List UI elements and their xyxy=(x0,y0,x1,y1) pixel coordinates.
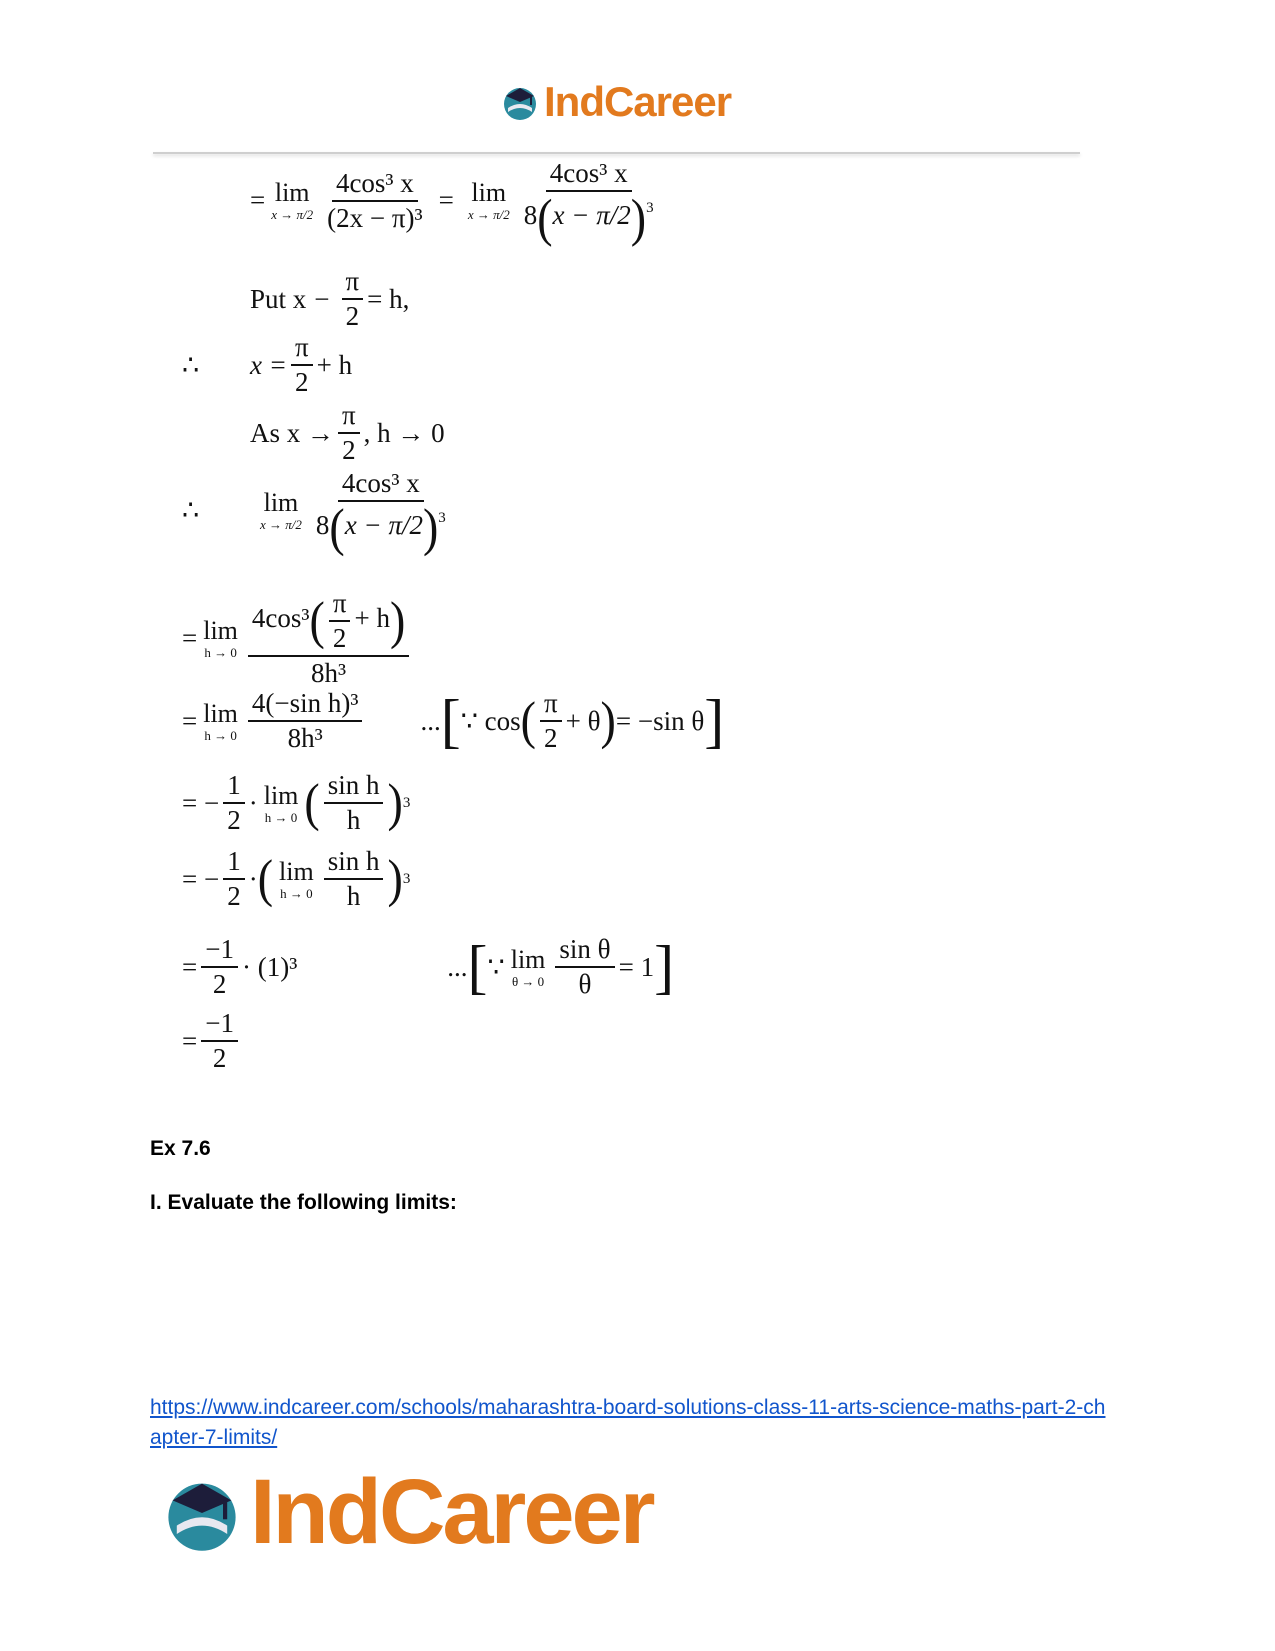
therefore-symbol: ∴ xyxy=(182,495,200,525)
math-line-10: = $\frac{-1}{2}$ · (1)³ ... [ ∵ lim θ → 0 $\frac{\text{sin θ}}{\theta}$ = 1 ] xyxy=(182,934,675,1000)
math-line-5 xyxy=(182,468,454,557)
graduation-globe-icon xyxy=(160,1471,244,1555)
limit-expression: lim h → 0 xyxy=(203,698,238,743)
fraction: $\frac{\text{4cos³ x}}{8(x - \pi/2)^3}$ xyxy=(315,468,446,557)
graduation-globe-icon xyxy=(500,82,540,122)
math-line-1 xyxy=(250,158,662,247)
fraction: $\frac{\text{4cos³ x}}{8(x - \pi/2)^3}$ xyxy=(523,158,654,247)
fraction: $\frac{\pi}{2}$ xyxy=(342,268,364,330)
fraction: $\frac{\text{sin h}}{h}$ xyxy=(324,848,384,910)
fraction: $\frac{\text{sin θ}}{\theta}$ xyxy=(555,936,614,998)
footer-logo-text: IndCareer xyxy=(250,1461,653,1563)
equals-sign: = xyxy=(250,185,266,215)
fraction: $\frac{\text{4(−sin h)³}}{\text{8h³}}$ xyxy=(248,690,363,752)
exercise-heading: Ex 7.6 xyxy=(150,1137,211,1160)
header-divider xyxy=(153,152,1080,154)
fraction: $\frac{1}{2}$ xyxy=(223,848,245,910)
math-line-7: = lim h → 0 $\frac{\text{4(−sin h)³}}{\text{8h³}}$ ... [ ∵ cos ( $\frac{\pi}{2}$ + θ ) = −sin θ ] xyxy=(182,688,725,754)
because-note: ∵ xyxy=(487,951,505,982)
fraction: $\frac{\pi}{2}$ xyxy=(338,402,360,464)
math-line-3: ∴ x = $\frac{\pi}{2}$ + h xyxy=(182,332,353,397)
header-logo-text: IndCareer xyxy=(544,78,732,125)
equals-sign: = xyxy=(438,185,454,215)
limit-expression: lim θ → 0 xyxy=(510,944,546,989)
fraction: $\frac{\text{sin h}}{h}$ xyxy=(324,772,384,834)
math-line-9: = − $\frac{1}{2}$ · ( lim h → 0 $\frac{\text{sin h}}{h}$ ) 3 xyxy=(182,846,411,911)
fraction: $\frac{-1}{2}$ xyxy=(201,936,238,998)
math-line-2: Put x − $\frac{\pi}{2}$ = h, xyxy=(250,266,410,331)
math-line-11: = $\frac{-1}{2}$ xyxy=(182,1010,242,1072)
header-logo xyxy=(500,78,731,126)
fraction: $\frac{\text{4cos³ x}}{\text{(2x − π)³}}$ xyxy=(327,167,423,233)
fraction: $\frac{\pi}{2}$ xyxy=(291,334,313,396)
source-link[interactable]: https://www.indcareer.com/schools/maharashtra-board-solutions-class-11-arts-science-maths-part-2-chapter-7-limits/ xyxy=(150,1396,1106,1449)
math-line-8: = − $\frac{1}{2}$ · lim h → 0 ( $\frac{\text{sin h}}{h}$ ) 3 xyxy=(182,770,411,835)
limit-expression: lim x → π/2 xyxy=(260,488,302,532)
instruction-text: I. Evaluate the following limits: xyxy=(150,1191,457,1214)
math-line-4: As x → $\frac{\pi}{2}$ , h → 0 xyxy=(250,400,445,465)
footer-logo xyxy=(160,1460,653,1565)
limit-expression: lim h → 0 xyxy=(279,856,314,901)
fraction: $\frac{-1}{2}$ xyxy=(201,1010,238,1072)
limit-expression: lim h → 0 xyxy=(263,780,299,825)
fraction: 4cos³( $\frac{\pi}{2}$ + h) 8h³ xyxy=(248,590,409,687)
therefore-symbol: ∴ xyxy=(182,349,200,380)
limit-expression: lim x → π/2 xyxy=(271,178,314,222)
because-note: ∵ cos xyxy=(460,705,521,736)
fraction: $\frac{1}{2}$ xyxy=(223,772,245,834)
limit-expression: lim x → π/2 xyxy=(467,178,510,222)
limit-expression: lim h → 0 xyxy=(203,616,238,660)
fraction: $\frac{\pi}{2}$ xyxy=(540,690,562,752)
math-line-6: = lim h → 0 4cos³( $\frac{\pi}{2}$ + h) 8h³ xyxy=(182,590,413,687)
